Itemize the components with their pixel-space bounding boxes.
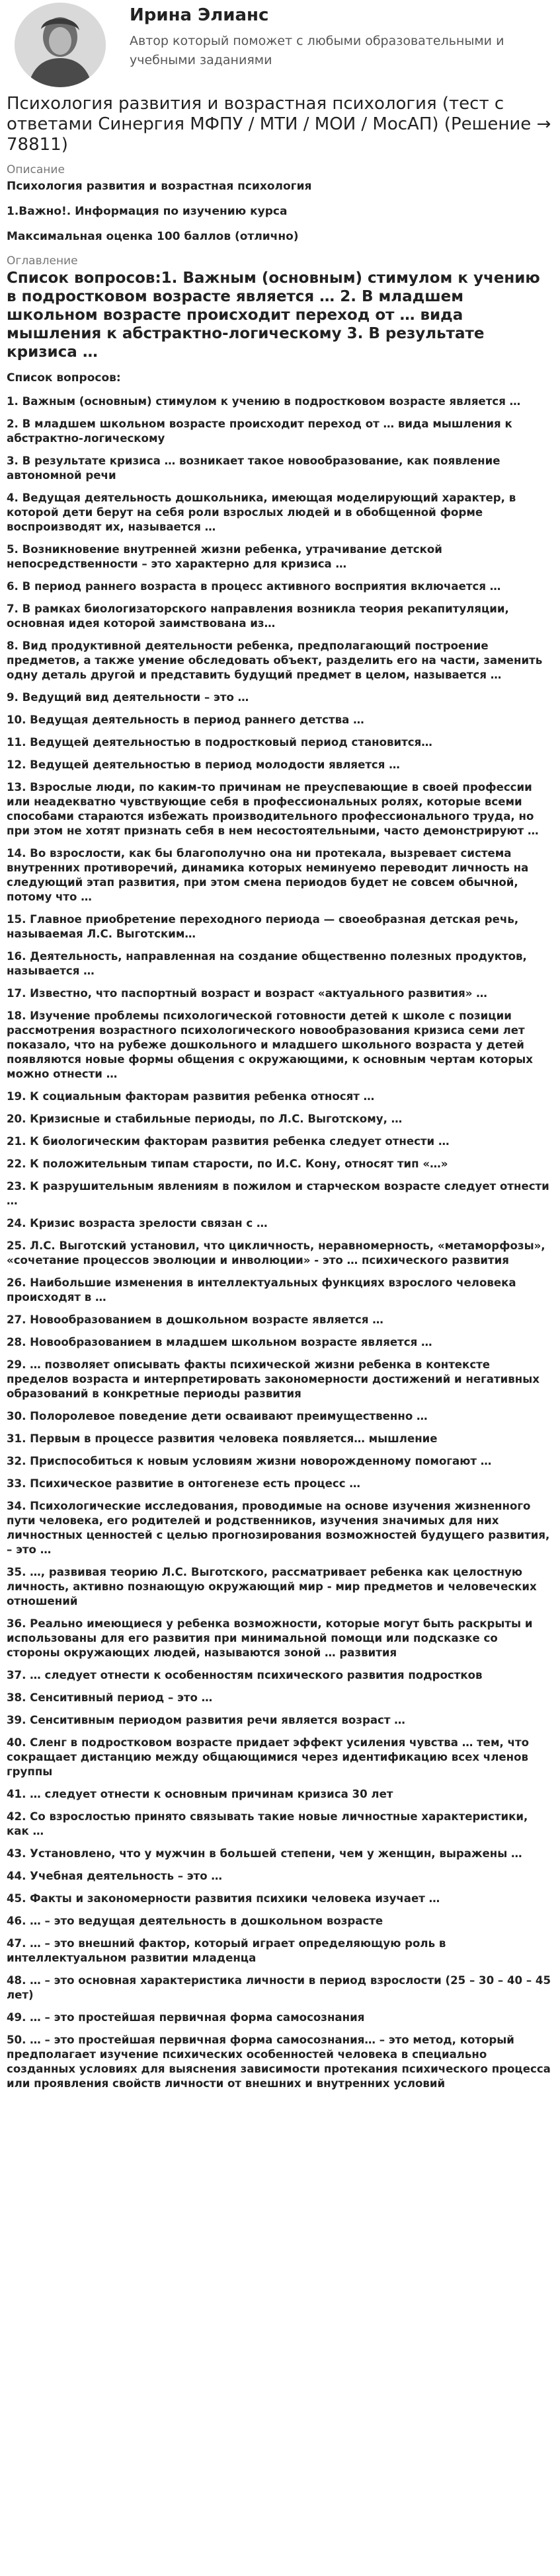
question-item: 17. Известно, что паспортный возраст и возраст «актуального развития» … [7,987,487,1000]
description-line: Психология развития и возрастная психология [7,180,312,193]
question-item: 40. Сленг в подростковом возрасте придает эффект усиления чувства … тем, что сокращает дистанцию между общающимися через идентификацию всех членов группы [7,1736,529,1778]
question-item: 34. Психологические исследования, проводимые на основе изучения жизненного пути человека, его родителей и родственников, изучения значимых для них личностных ценностей с целью прогнозирования возможностей будущего развития, – это … [7,1500,550,1556]
question-item: 39. Сенситивным периодом развития речи является возраст … [7,1714,405,1726]
question-item: 48. … – это основная характеристика личности в период взрослости (25 – 30 – 40 – 45 лет) [7,1974,551,2001]
question-item: 42. Со взрослостью принято связывать такие новые личностные характеристики, как … [7,1810,528,1837]
question-item: 36. Реально имеющиеся у ребенка возможности, которые могут быть раскрыты и использованы для его развития при минимальной помощи или подсказке со стороны окружающих людей, называются зоной … развития [7,1617,533,1659]
question-item: 2. В младшем школьном возрасте происходит переход от … вида мышления к абстрактно-логическому [7,418,512,445]
question-item: 14. Во взрослости, как бы благополучно она ни протекала, вызревает система внутренних противоречий, динамика которых неминуемо переводит личность на следующий этап развития, при этом смена периодов будет не совсем обычной, потому что … [7,847,529,903]
question-item: 49. … – это простейшая первичная форма самосознания [7,2011,365,2024]
question-item: 47. … – это внешний фактор, который играет определяющую роль в интеллектуальном развитии младенца [7,1937,446,1964]
author-name[interactable]: Ирина Элианс [130,5,269,25]
question-item: 4. Ведущая деятельность дошкольника, имеющая моделирующий характер, в которой дети берут на себя роли взрослых людей и в обобщенной форме воспроизводят их, называется … [7,492,516,533]
question-item: 24. Кризис возраста зрелости связан с … [7,1217,268,1230]
question-item: 41. … следует отнести к основным причинам кризиса 30 лет [7,1788,393,1800]
question-item: 45. Факты и закономерности развития психики человека изучает … [7,1892,440,1905]
author-description: Автор который поможет с любыми образовательными и учебными заданиями [130,34,504,67]
avatar-portrait-icon [15,3,106,87]
question-item: 7. В рамках биологизаторского направления возникла теория рекапитуляции, основная идея которой заимствована из… [7,603,509,630]
author-block [7,0,553,94]
question-item: 3. В результате кризиса … возникает такое новообразование, как появление автономной речи [7,455,500,482]
question-item: 6. В период раннего возраста в процесс активного восприятия включается … [7,580,501,593]
question-item: 1. Важным (основным) стимулом к учению в подростковом возрасте является … [7,395,521,408]
question-item: 46. … – это ведущая деятельность в дошкольном возрасте [7,1915,383,1927]
question-item: 5. Возникновение внутренней жизни ребенка, утрачивание детской непосредственности – это характерно для кризиса … [7,543,442,570]
question-item: 29. … позволяет описывать факты психической жизни ребенка в контексте пределов возраста и интерпретировать закономерности достижений и негативных образований в конкретные периоды развития [7,1358,540,1400]
questions-list-heading: Список вопросов: [7,371,121,385]
toc-heading: Список вопросов:1. Важным (основным) стимулом к учению в подростковом возрасте является … 2. В младшем школьном возрасте происходит переход от … вида мышления к абстрактно-логическому 3. В результате кризиса … [7,270,540,361]
question-item: 50. … – это простейшая первичная форма самосознания… – это метод, который предполагает изучение психических особенностей человека в специально созданных условиях для выяснения зависимости протекания психического процесса или проявления свойств личности от внешних и внутренних условий [7,2034,551,2090]
question-item: 25. Л.С. Выготский установил, что цикличность, неравномерность, «метаморфозы», «сочетание процессов эволюции и инволюции» - это … психического развития [7,1239,545,1267]
question-item: 16. Деятельность, направленная на создание общественно полезных продуктов, называется … [7,950,527,977]
question-item: 19. К социальным факторам развития ребенка относят … [7,1090,375,1103]
question-item: 20. Кризисные и стабильные периоды, по Л.С. Выготскому, … [7,1113,403,1125]
question-item: 9. Ведущий вид деятельности – это … [7,691,249,704]
question-item: 26. Наибольшие изменения в интеллектуальных функциях взрослого человека происходят в … [7,1276,516,1304]
question-item: 12. Ведущей деятельностью в период молодости является … [7,758,400,771]
document-title: Психология развития и возрастная психология (тест с ответами Синергия МФПУ / МТИ / МОИ / МосАП) (Решение → 78811) [7,94,551,155]
question-item: 38. Сенситивный период – это … [7,1691,213,1704]
toc-caption: Оглавление [7,254,78,268]
question-item: 32. Приспособиться к новым условиям жизни новорожденному помогают … [7,1455,492,1467]
question-item: 11. Ведущей деятельностью в подростковый период становится… [7,736,432,749]
question-item: 33. Психическое развитие в онтогенезе есть процесс … [7,1477,360,1490]
questions-list [7,394,553,2091]
question-item: 37. … следует отнести к особенностям психического развития подростков [7,1669,483,1681]
question-item: 8. Вид продуктивной деятельности ребенка, предполагающий построение предметов, а также умение обследовать объект, разделить его на части, заменить одну деталь другой и представить будущий предмет в целом, называется … [7,640,543,681]
question-item: 30. Полоролевое поведение дети осваивают преимущественно … [7,1410,428,1422]
question-item: 13. Взрослые люди, по каким-то причинам не преуспевающие в своей профессии или неадекватно чувствующие себя в профессиональных ролях, которые всеми способами стараются избежать производительного профессионального труда, но при этом не хотят признать себя в нем несостоятельными, часто демонстрируют … [7,781,539,837]
question-item: 23. К разрушительным явлениям в пожилом и старческом возрасте следует отнести … [7,1180,549,1207]
question-item: 31. Первым в процессе развития человека появляется… мышление [7,1432,438,1445]
author-avatar[interactable] [15,3,106,87]
question-item: 22. К положительным типам старости, по И.С. Кону, относят тип «…» [7,1158,448,1170]
question-item: 27. Новообразованием в дошкольном возрасте является … [7,1313,383,1326]
question-item: 28. Новообразованием в младшем школьном возрасте является … [7,1336,432,1348]
question-item: 10. Ведущая деятельность в период раннего детства … [7,714,364,726]
question-item: 21. К биологическим факторам развития ребенка следует отнести … [7,1135,450,1148]
question-item: 35. …, развивая теорию Л.С. Выготского, рассматривает ребенка как целостную личность, активно познающую окружающий мир - мир предметов и человеческих отношений [7,1566,537,1607]
question-item: 18. Изучение проблемы психологической готовности детей к школе с позиции рассмотрения возрастного психологического новообразования кризиса семи лет показало, что на рубеже дошкольного и младшего школьного возраста у детей появляются новые формы общения с окружающими, к основным чертам которых можно отнести … [7,1010,533,1080]
description-line: Максимальная оценка 100 баллов (отлично) [7,230,299,243]
description-line: 1.Важно!. Информация по изучению курса [7,205,288,218]
question-item: 43. Установлено, что у мужчин в большей степени, чем у женщин, выражены … [7,1847,522,1860]
description-caption: Описание [7,163,65,176]
question-item: 15. Главное приобретение переходного периода — своеобразная детская речь, называемая Л.С. Выготским… [7,913,519,940]
question-item: 44. Учебная деятельность – это … [7,1870,223,1882]
